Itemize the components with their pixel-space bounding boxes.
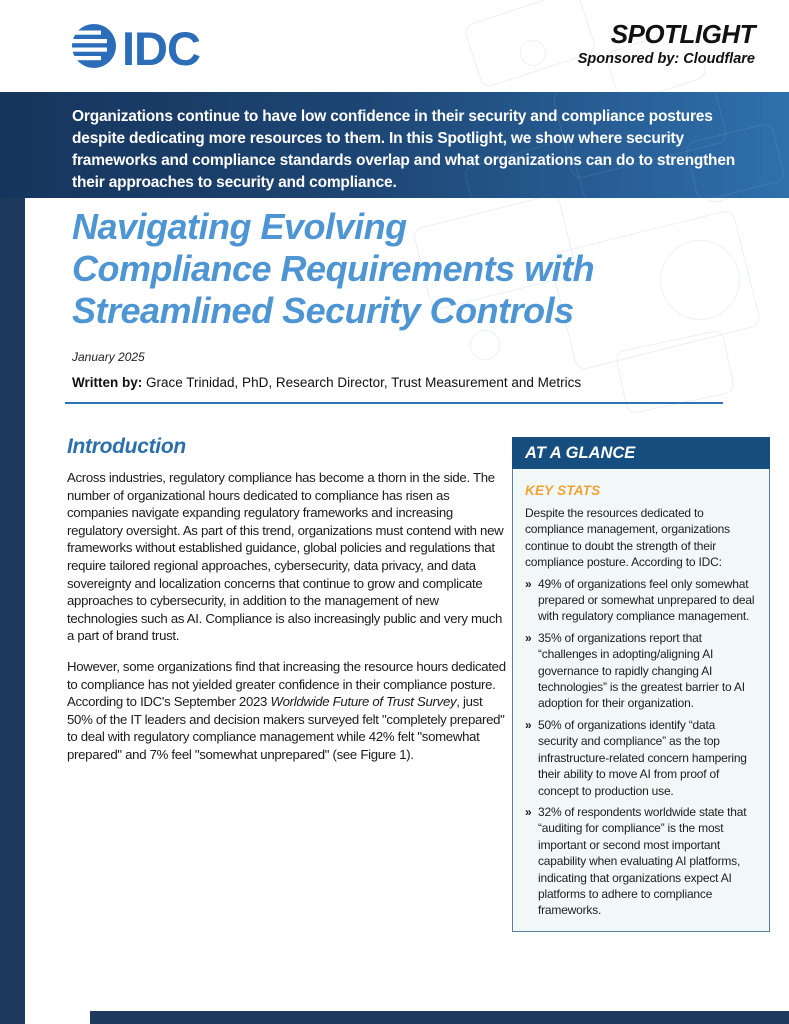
idc-globe-icon — [70, 22, 118, 75]
summary-banner — [0, 92, 789, 198]
footer-bar — [90, 1011, 789, 1024]
page-header — [0, 0, 789, 92]
author-name: Grace Trinidad, PhD, Research Director, Trust Measurement and Metrics — [146, 375, 582, 390]
title-block — [72, 206, 612, 390]
key-stat-item: » 50% of organizations identify “data security and compliance” as the top infrastructure-related concern hampering their ability to move AI from proof of concept to production use. — [525, 717, 757, 799]
introduction-heading: Introduction — [67, 435, 186, 458]
paragraph-2-text-continued: , just 50% of the IT leaders and decision makers surveyed felt "completely prepared" to deal with regulatory compliance management while 42% felt "somewhat prepared" and 7% feel "somewhat unprepared" (see Figure 1). — [67, 694, 505, 762]
summary-text: Organizations continue to have low confidence in their security and compliance postures despite dedicating more resources to them. In this Spotlight, we show where security frameworks and compliance standards overlap and what organizations can do to strengthen their approaches to security and compliance. — [72, 108, 736, 191]
key-stats-intro: Despite the resources dedicated to compliance management, organizations continue to doubt the strength of their compliance posture. According to IDC: — [525, 506, 730, 570]
idc-logo — [70, 22, 200, 75]
introduction-paragraph-2 — [67, 658, 509, 764]
key-stat-item: » 35% of organizations report that “challenges in adopting/aligning AI governance to rapidly changing AI technologies” is the greatest barrier to AI adoption for their organization. — [525, 630, 757, 712]
at-a-glance-header: AT A GLANCE — [512, 437, 770, 469]
key-stat-item: » 49% of organizations feel only somewhat prepared or somewhat unprepared to deal with regulatory compliance management. — [525, 576, 757, 625]
idc-logo-text: IDC — [122, 21, 200, 75]
sponsor-line: Sponsored by: Cloudflare — [577, 51, 755, 67]
introduction-section — [67, 437, 509, 764]
at-a-glance-body — [513, 469, 769, 931]
written-by-label: Written by: — [72, 375, 143, 390]
content-columns — [67, 437, 770, 932]
survey-title-italic: Worldwide Future of Trust Survey — [270, 694, 457, 710]
key-stat-item: » 32% of respondents worldwide state that “auditing for compliance” is the most important or second most important capability when evaluating AI platforms, indicating that organizations expect AI platforms to adhere to compliance frameworks. — [525, 804, 757, 919]
at-a-glance-box — [512, 437, 770, 932]
masthead — [578, 20, 755, 67]
publication-title: SPOTLIGHT — [610, 19, 755, 49]
document-title: Navigating Evolving Compliance Requirements with Streamlined Security Controls — [72, 206, 595, 331]
left-margin-strip — [0, 92, 25, 1024]
paragraph-2-text: However, some organizations find that increasing the resource hours dedicated to compliance has not yielded greater confidence in their compliance posture. According to IDC's September 2023 — [67, 658, 506, 710]
key-stats-list — [525, 576, 757, 919]
key-stats-heading: KEY STATS — [525, 483, 601, 498]
byline — [72, 375, 612, 390]
publication-date: January 2025 — [72, 350, 145, 364]
section-divider — [65, 402, 723, 404]
introduction-paragraph-1: Across industries, regulatory compliance has become a thorn in the side. The number of organizational hours dedicated to compliance has risen as companies navigate expanding regulatory frameworks and increasing regulatory oversight. As part of this trend, organizations must contend with new frameworks without established guidance, global policies and regulations that require tailored regional approaches, cybersecurity, data privacy, and data sovereignty and localization concerns that continue to grow and complicate approaches to cybersecurity, in addition to the management of new technologies such as AI. Compliance is also increasingly public and very much a part of brand trust. — [67, 470, 504, 644]
